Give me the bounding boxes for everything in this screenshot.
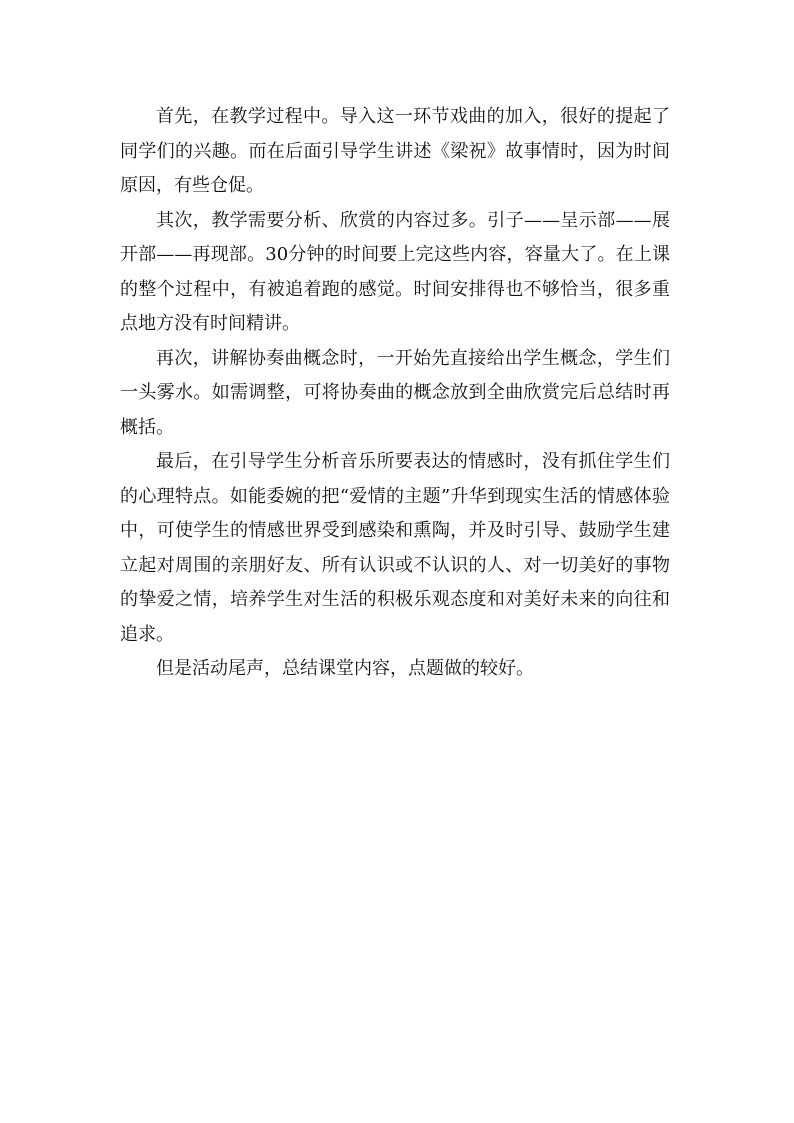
paragraph-fourth: 最后，在引导学生分析音乐所要表达的情感时，没有抓住学生们的心理特点。如能委婉的把“爱情的主题”升华到现实生活的情感体验中，可使学生的情感世界受到感染和熏陶，并及时引导、鼓励学生建立起对周围的亲朋好友、所有认识或不认识的人、对一切美好的事物的挚爱之情，培养学生对生活的积极乐观态度和对美好未来的向往和追求。	[120, 451, 670, 645]
paragraph-third: 再次，讲解协奏曲概念时，一开始先直接给出学生概念，学生们一头雾水。如需调整，可将协奏曲的概念放到全曲欣赏完后总结时再概括。	[120, 347, 670, 438]
paragraph-second: 其次，教学需要分析、欣赏的内容过多。引子——呈示部——展开部——再现部。30分钟的时间要上完这些内容，容量大了。在上课的整个过程中，有被追着跑的感觉。时间安排得也不够恰当，很多重点地方没有时间精讲。	[120, 209, 670, 334]
document-body	[120, 100, 670, 687]
paragraph-fifth: 但是活动尾声，总结课堂内容，点题做的较好。	[156, 658, 534, 679]
paragraph-first: 首先，在教学过程中。导入这一环节戏曲的加入，很好的提起了同学们的兴趣。而在后面引导学生讲述《梁祝》故事情时，因为时间原因，有些仓促。	[120, 106, 670, 196]
